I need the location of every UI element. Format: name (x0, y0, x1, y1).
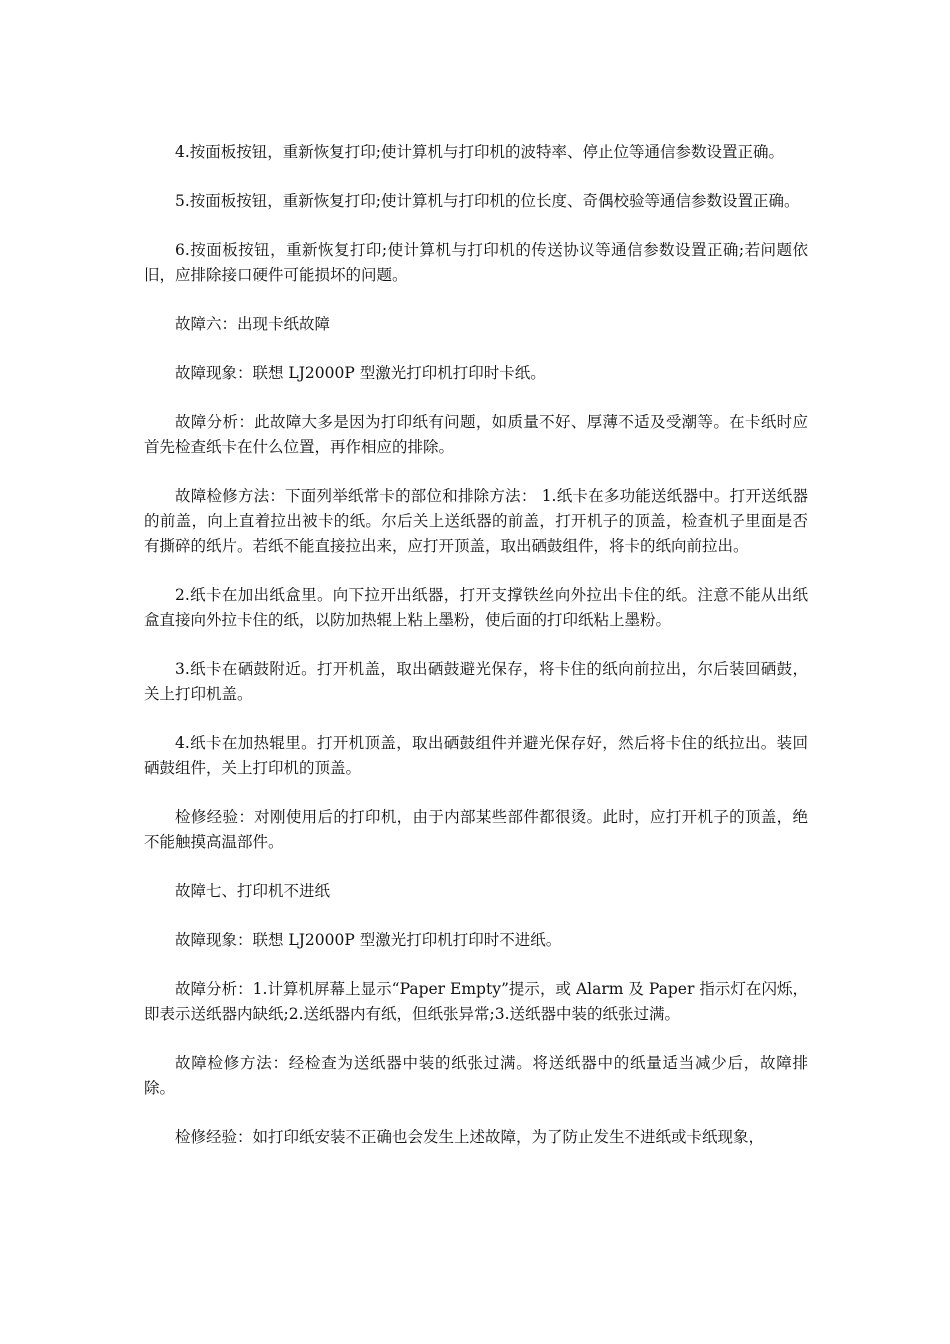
paragraph-fault-six-repair-method: 故障检修方法：下面列举纸常卡的部位和排除方法： 1.纸卡在多功能送纸器中。打开送纸器的前盖，向上直着拉出被卡的纸。尔后关上送纸器的前盖，打开机子的顶盖，检查机子里面是否有撕碎的纸片。若纸不能直接拉出来，应打开顶盖，取出硒鼓组件，将卡的纸向前拉出。 (144, 487, 808, 555)
paragraph-fault-six-experience: 检修经验：对刚使用后的打印机，由于内部某些部件都很烫。此时，应打开机子的顶盖，绝不能触摸高温部件。 (144, 808, 808, 851)
paragraph-jam-fuser: 4.纸卡在加热辊里。打开机顶盖，取出硒鼓组件并避光保存好，然后将卡住的纸拉出。装回硒鼓组件，关上打印机的顶盖。 (144, 734, 808, 777)
document-body (144, 140, 808, 1174)
paragraph-fault-seven-experience: 检修经验：如打印纸安装不正确也会发生上述故障，为了防止发生不进纸或卡纸现象， (175, 1128, 765, 1146)
paragraph-step-5-parity: 5.按面板按钮，重新恢复打印;使计算机与打印机的位长度、奇偶校验等通信参数设置正确。 (175, 192, 800, 210)
paragraph-fault-seven-analysis: 故障分析：1.计算机屏幕上显示“Paper Empty”提示，或 Alarm 及 Paper 指示灯在闪烁，即表示送纸器内缺纸;2.送纸器内有纸，但纸张异常;3.送纸器中装的纸张过满。 (144, 980, 808, 1023)
paragraph-fault-seven-symptom: 故障现象：联想 LJ2000P 型激光打印机打印时不进纸。 (175, 931, 562, 949)
heading-fault-seven: 故障七、打印机不进纸 (175, 882, 331, 900)
paragraph-jam-drum: 3.纸卡在硒鼓附近。打开机盖，取出硒鼓避光保存，将卡住的纸向前拉出，尔后装回硒鼓，关上打印机盖。 (144, 660, 808, 703)
paragraph-fault-six-symptom: 故障现象：联想 LJ2000P 型激光打印机打印时卡纸。 (175, 364, 546, 382)
paragraph-step-4-baud-rate: 4.按面板按钮，重新恢复打印;使计算机与打印机的波特率、停止位等通信参数设置正确。 (175, 143, 785, 161)
heading-fault-six: 故障六：出现卡纸故障 (175, 315, 331, 333)
paragraph-fault-seven-repair-method: 故障检修方法：经检查为送纸器中装的纸张过满。将送纸器中的纸量适当减少后，故障排除。 (144, 1054, 808, 1097)
paragraph-fault-six-analysis: 故障分析：此故障大多是因为打印纸有问题，如质量不好、厚薄不适及受潮等。在卡纸时应首先检查纸卡在什么位置，再作相应的排除。 (144, 413, 808, 456)
paragraph-jam-output-tray: 2.纸卡在加出纸盒里。向下拉开出纸器，打开支撑铁丝向外拉出卡住的纸。注意不能从出纸盒直接向外拉卡住的纸，以防加热辊上粘上墨粉，使后面的打印纸粘上墨粉。 (144, 586, 808, 629)
paragraph-step-6-protocol: 6.按面板按钮，重新恢复打印;使计算机与打印机的传送协议等通信参数设置正确;若问题依旧，应排除接口硬件可能损坏的问题。 (144, 241, 808, 284)
